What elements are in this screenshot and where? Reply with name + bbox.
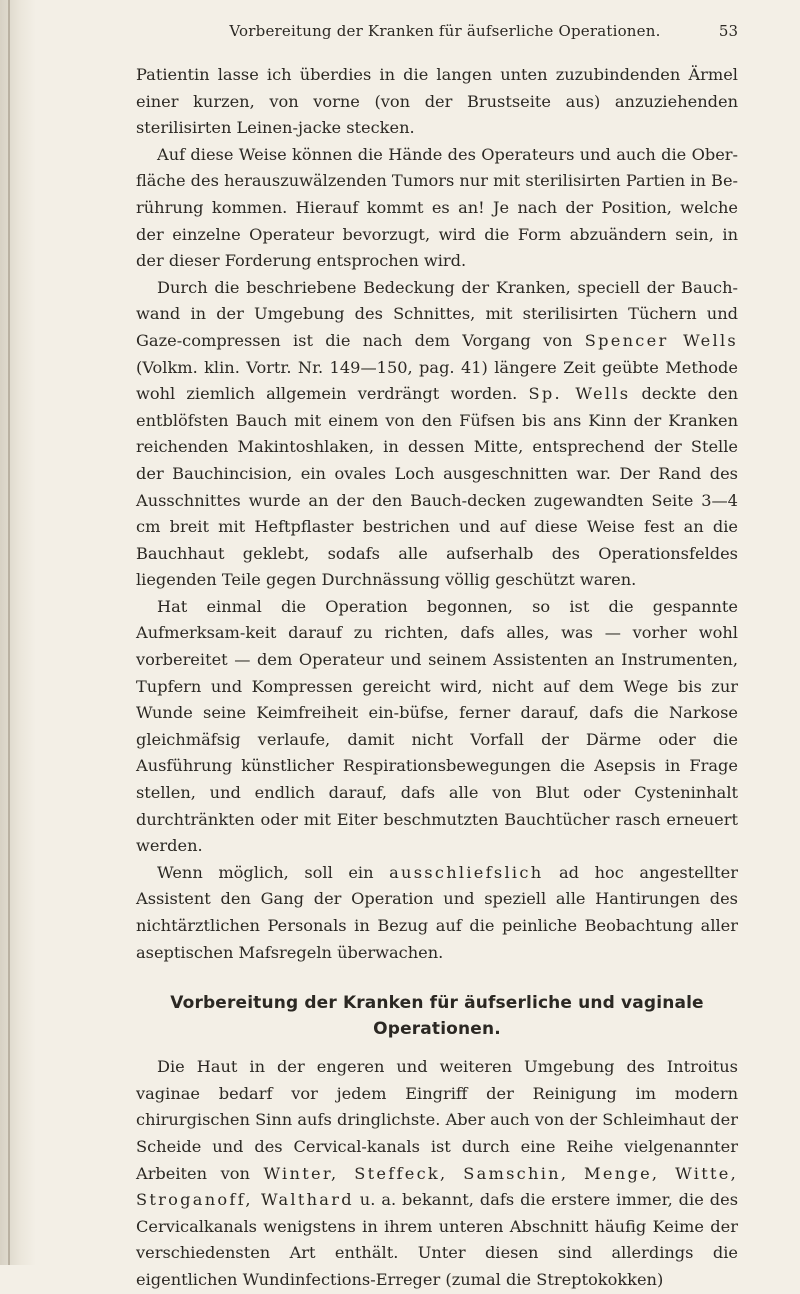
- page-number: 53: [718, 22, 738, 40]
- author-name-sp-wells: Sp. Wells: [528, 384, 631, 404]
- section-heading-line-1: Vorbereitung der Kranken für äufserliche und vaginale: [170, 993, 704, 1014]
- section-heading: [136, 990, 738, 1042]
- section-spacer: [136, 966, 738, 990]
- page-header: [136, 22, 738, 52]
- author-names-list: Winter, Steffeck, Samschin, Menge, Witte, Stroganoff, Walthard: [136, 1163, 738, 1210]
- paragraph-1: Patientin lasse ich überdies in die langen unten zuzubindenden Ärmel einer kurzen, von vorne (von der Brustseite aus) anzuziehenden sterilisirten Leinen-jacke stecken.: [136, 65, 738, 138]
- paragraph-6-text-a: Die Haut in der engeren und weiteren Umgebung des Introitus vaginae bedarf vor jedem Eingriff der Reinigung im modern chirurgischen Sinn aufs dringlichste. Aber auch von der Schleimhaut der Scheide und des Cervical-kanals ist durch eine Reihe vielgenannter Arbeiten von: [136, 1057, 738, 1183]
- title-spacer: [136, 1042, 738, 1054]
- running-head: Vorbereitung der Kranken für äufserliche Operationen.: [229, 22, 661, 40]
- paragraph-5-text-b: ad hoc angestellter Assistent den Gang der Operation und speziell alle Hantirungen des nichtärztlichen Personals in Bezug auf die peinliche Beobachtung aller aseptischen Mafsregeln überwachen.: [136, 862, 738, 962]
- paragraph-5: [136, 860, 738, 966]
- section-heading-line-2: Operationen.: [373, 1019, 501, 1040]
- emphasis-spaced-word: ausschliefslich: [389, 862, 544, 882]
- paragraph-4: Hat einmal die Operation begonnen, so ist die gespannte Aufmerksam-keit darauf zu richten, dafs alles, was — vorher wohl vorbereitet — dem Operateur und seinem Assistenten an Instrumenten, Tupfern und Kompressen gereicht wird, nicht auf dem Wege bis zur Wunde seine Keimfreiheit ein-büfse, ferner darauf, dafs die Narkose gleichmäfsig verlaufe, damit nicht Vorfall der Därme oder die Ausführung künstlicher Respirationsbewegungen die Asepsis in Frage stellen, und endlich darauf, dafs alle von Blut oder Cysteninhalt durchtränkten oder mit Eiter beschmutzten Bauchtücher rasch erneuert werden.: [136, 596, 738, 856]
- paragraph-3: [136, 275, 738, 594]
- paragraph-3-text-a: Durch die beschriebene Bedeckung der Kranken, speciell der Bauch-wand in der Umgebung des Schnittes, mit sterilisirten Tüchern und Gaze-compressen ist die nach dem Vorgang von: [136, 277, 738, 350]
- paragraph-6: [136, 1054, 738, 1293]
- paragraph-5-text-a: Wenn möglich, soll ein: [157, 862, 390, 882]
- author-name-spencer-wells: Spencer Wells: [584, 330, 738, 350]
- paragraph-6-text-b: u. a. bekannt, dafs die erstere immer, die des Cervicalkanals wenigstens in ihrem unteren Abschnitt häufig Keime der verschiedensten Art enthält. Unter diesen sind allerdings die eigentlichen Wundinfections-Erreger (zumal die Streptokokken): [136, 1190, 738, 1289]
- paragraph-3-text-b: (Volkm. klin. Vortr. Nr. 149—150, pag. 41) längere Zeit geübte Methode wohl ziemlich allgemein verdrängt worden.: [136, 357, 738, 404]
- paragraph-3-text-c: deckte den entblöfsten Bauch mit einem von den Füfsen bis ans Kinn der Kranken reichenden Makintoshlaken, in dessen Mitte, entsprechend der Stelle der Bauchincision, ein ovales Loch ausgeschnitten war. Der Rand des Ausschnittes wurde an der den Bauch-decken zugewandten Seite 3—4 cm breit mit Heftpflaster bestrichen und auf diese Weise fest an die Bauchhaut geklebt, sodafs alle aufserhalb des Operationsfeldes liegenden Teile gegen Durchnässung völlig geschützt waren.: [136, 384, 739, 590]
- paragraph-2: Auf diese Weise können die Hände des Operateurs und auch die Ober-fläche des herauszuwälzenden Tumors nur mit sterilisirten Partien in Be-rührung kommen. Hierauf kommt es an! Je nach der Position, welche der einzelne Operateur bevorzugt, wird die Form abzuändern sein, in der dieser Forderung entsprochen wird.: [136, 144, 738, 271]
